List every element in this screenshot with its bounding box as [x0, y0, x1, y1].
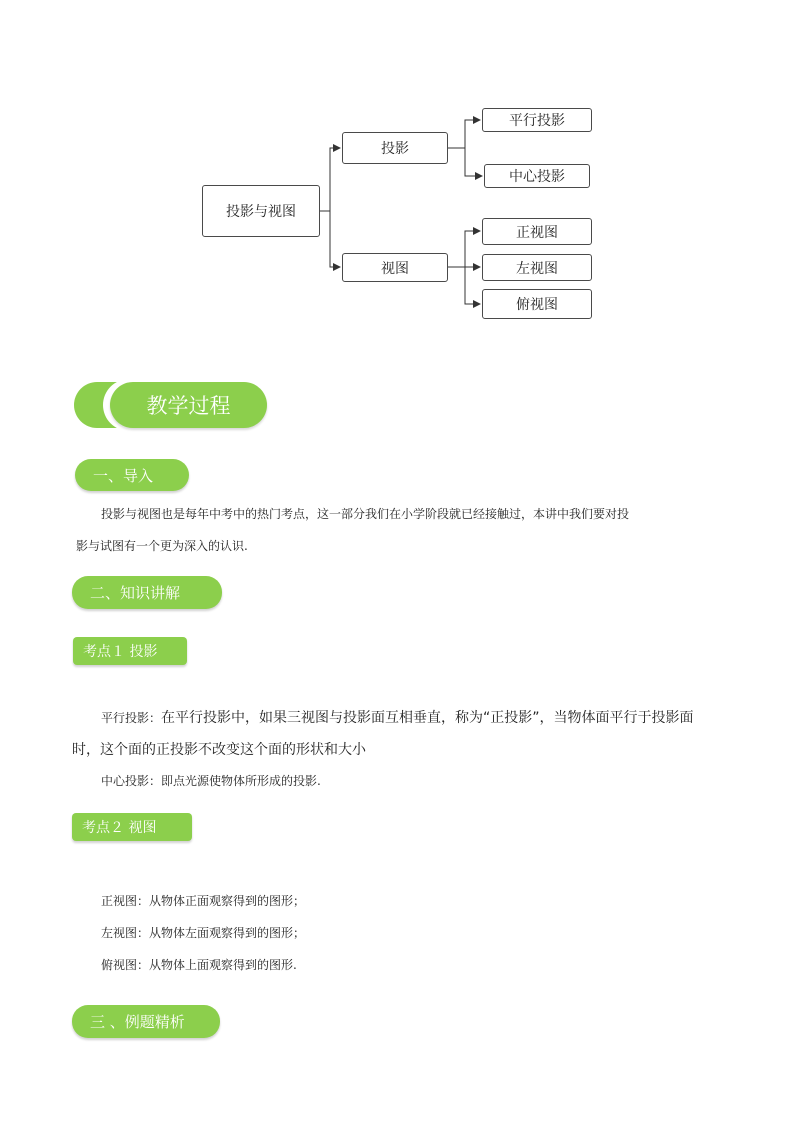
- parallel-projection-para-line1: [101, 707, 694, 727]
- parallel-line-1: 在平行投影中，如果三视图与投影面互相垂直，称为“正投影”，当物体面平行于投影面: [161, 710, 694, 726]
- mindmap-central-projection: 中心投影: [484, 164, 590, 188]
- section-examples-label: 三 、例题精析: [90, 1013, 185, 1031]
- parallel-line-2: 时，这个面的正投影不改变这个面的形状和大小: [72, 742, 366, 758]
- intro-line-1: 投影与视图也是每年中考中的热门考点，这一部分我们在小学阶段就已经接触过，本讲中我们要对投: [101, 507, 630, 521]
- section-intro-label: 一、导入: [93, 466, 154, 485]
- section-kp1-label: 考点１ 投影: [83, 644, 158, 660]
- mindmap-front-view: 正视图: [482, 218, 592, 245]
- banner-title: 教学过程: [146, 394, 231, 418]
- parallel-label: 平行投影：: [101, 711, 162, 725]
- section-knowledge: [72, 576, 222, 609]
- intro-line-2: 影与试图有一个更为深入的认识.: [76, 539, 248, 553]
- mindmap-projection: 投影: [342, 132, 448, 164]
- mindmap-root: 投影与视图: [202, 185, 320, 237]
- section-knowledge-label: 二、知识讲解: [90, 584, 181, 602]
- section-examples: [72, 1005, 220, 1038]
- section-kp2: [72, 813, 192, 841]
- section-kp1: [73, 637, 187, 665]
- left-view-line: 左视图：从物体左面观察得到的图形；: [101, 926, 306, 940]
- front-view-line: 正视图：从物体正面观察得到的图形；: [101, 894, 306, 908]
- mindmap-top-view: 俯视图: [482, 289, 592, 319]
- mindmap-views: 视图: [342, 253, 448, 282]
- mindmap-connectors: [0, 0, 794, 340]
- banner-title-pill: [110, 382, 267, 428]
- central-projection-line: 中心投影：即点光源使物体所形成的投影.: [101, 774, 321, 788]
- section-kp2-label: 考点２ 视图: [82, 820, 157, 836]
- mindmap-parallel-projection: 平行投影: [482, 108, 592, 132]
- top-view-line: 俯视图：从物体上面观察得到的图形.: [101, 958, 297, 972]
- mindmap-left-view: 左视图: [482, 254, 592, 281]
- section-intro: [75, 459, 189, 491]
